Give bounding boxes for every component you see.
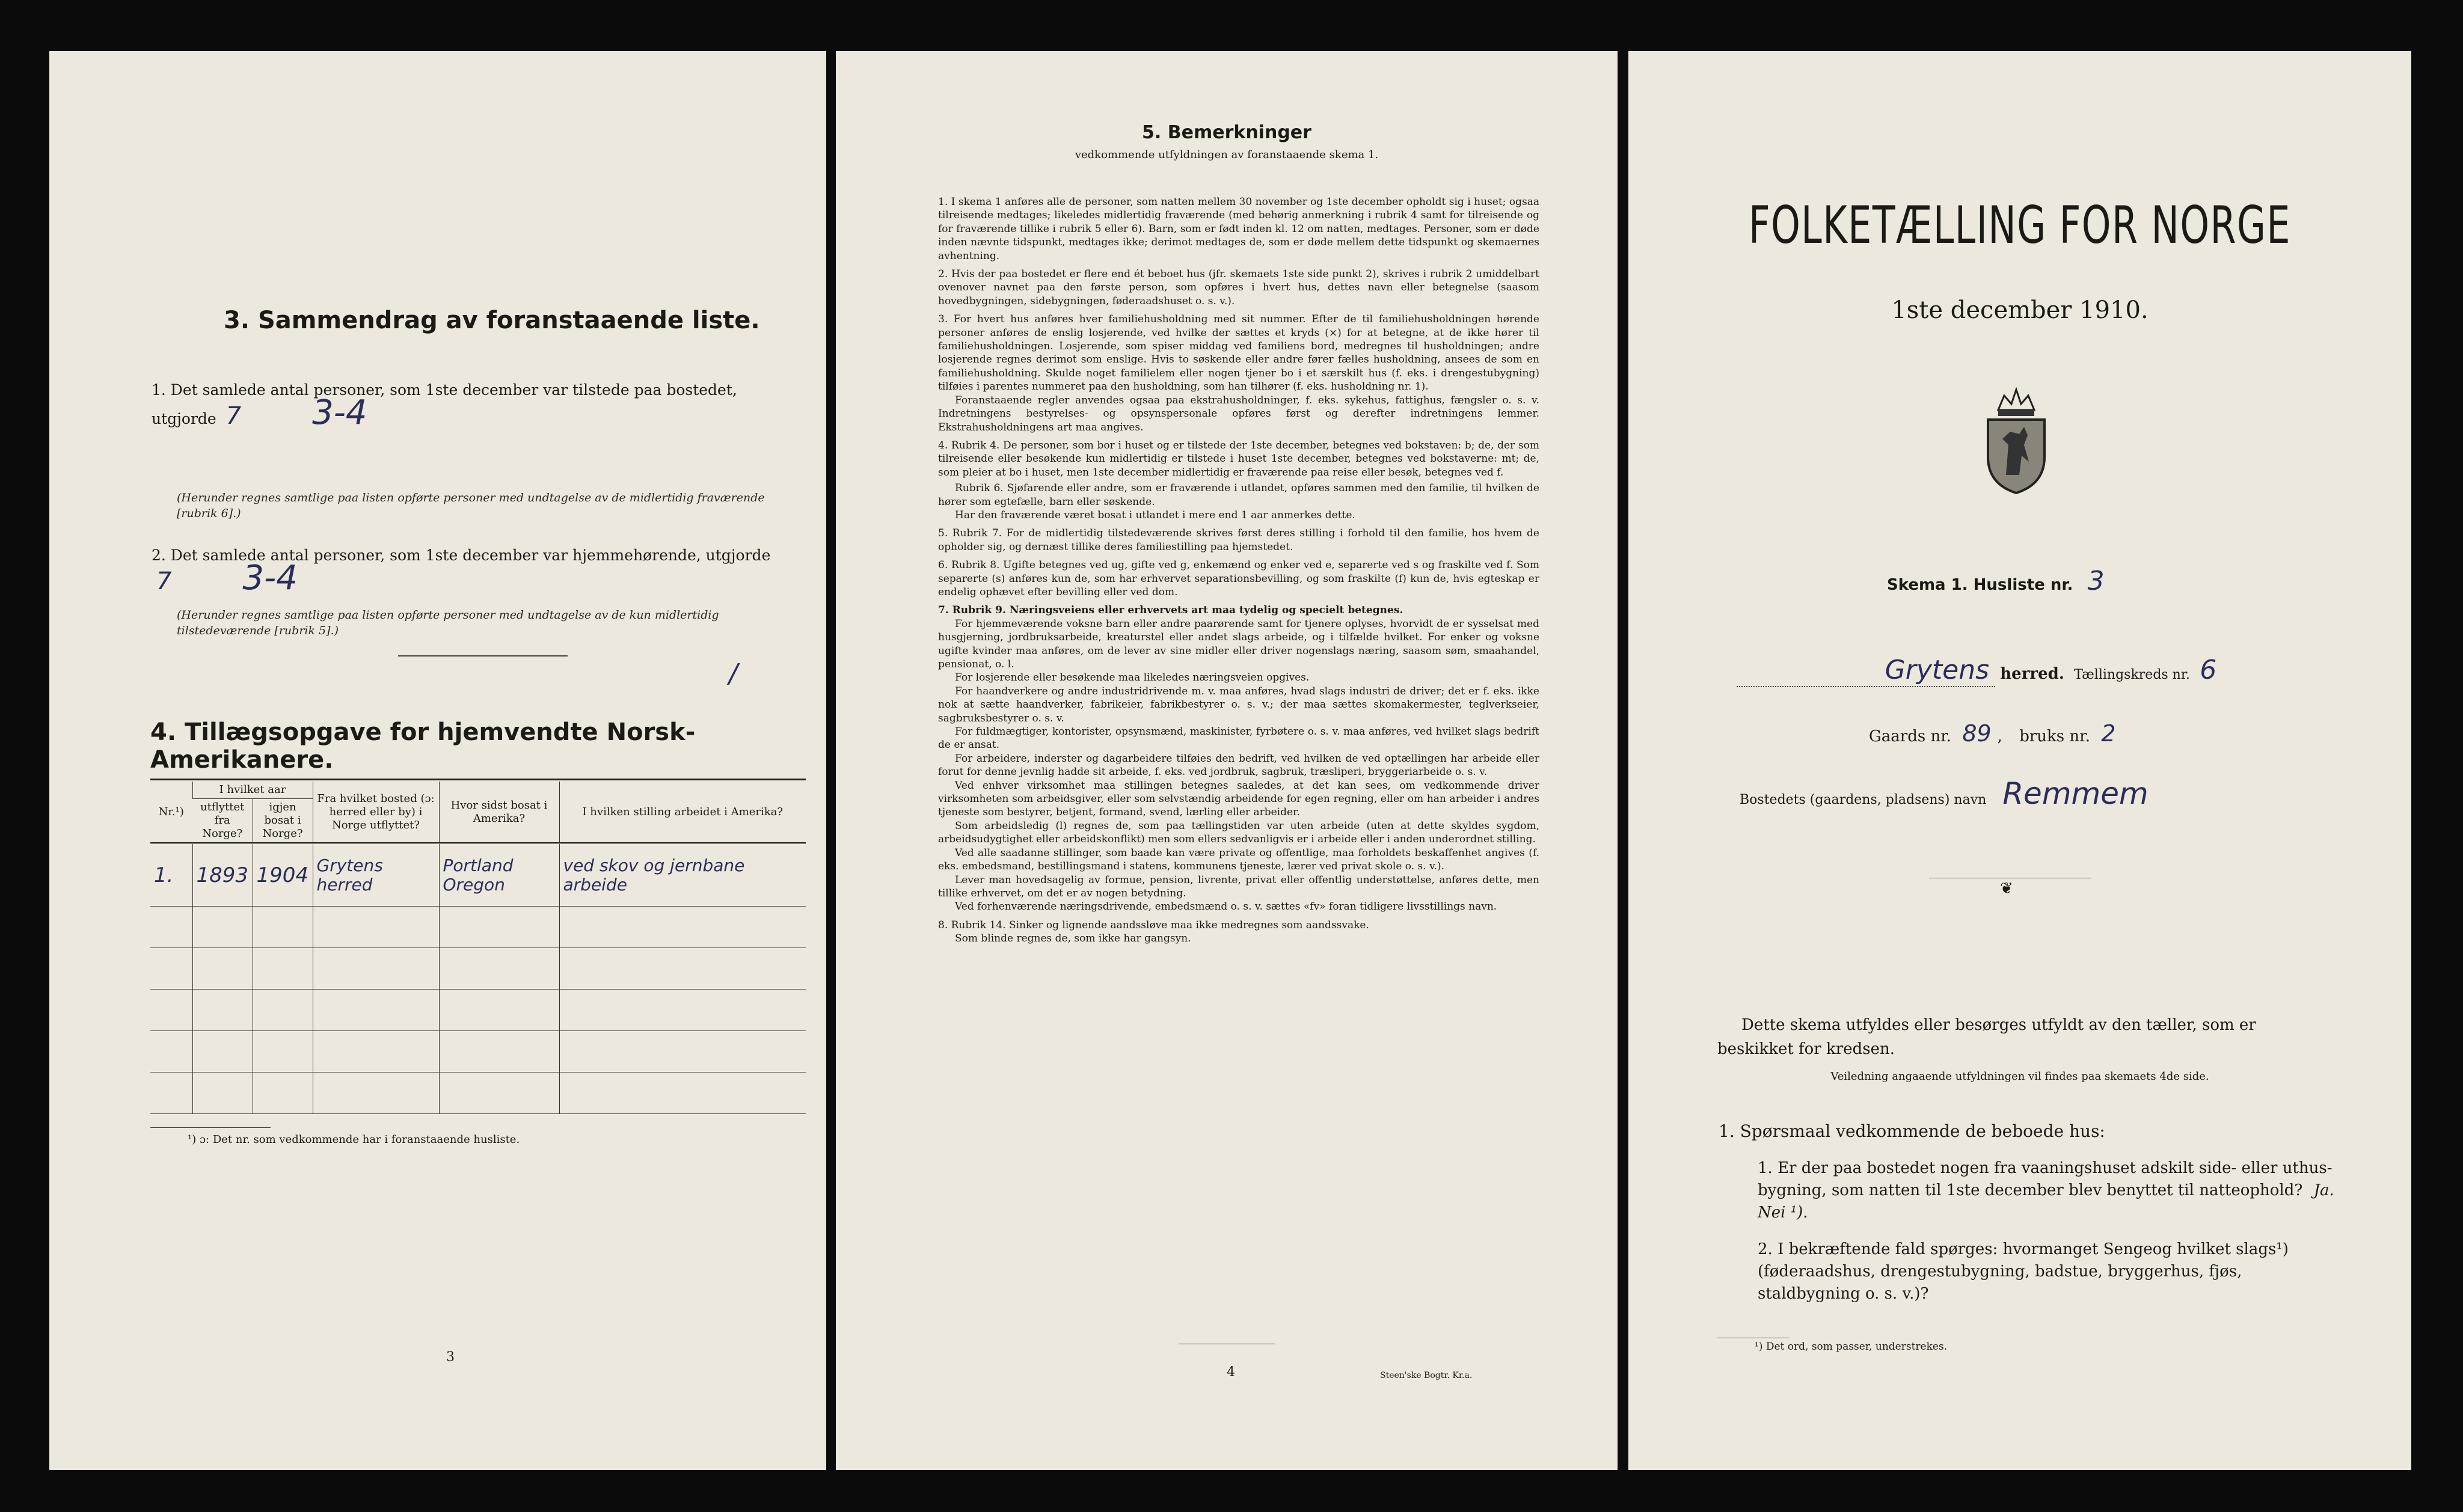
remark-3: 3. For hvert hus anføres hver familiehusholdning med sit nummer. Efter de til familiehusholdningen hørende personer anføres de enslig losjerende, ved hvilke der sættes et kryds (×) for at betegne, at de ikke hører til familiehusholdningen. Losjerende, som spiser middag ved familiens bord, medregnes til husholdningen; andre losjerende regnes derimot som enslige. Hvis to søskende eller andre fører fælles husholdning, ansees de som en familiehusholdning. Skulde noget familielem eller nogen tjener bo i et særskilt hus (f. eks. i drengestubygning) tilføies i parentes nummeret paa den husholdning, som han tilhører (f. eks. husholdning nr. 1). xyxy=(938,313,1539,393)
remark-7f: Ved enhver virksomhet maa stillingen betegnes saaledes, at det kan sees, om vedkommende driver virksomheten som arbeidsgiver, eller som selvstændig arbeidende for egen regning, eller om han arbeider i andres tjeneste som bestyrer, betjent, formand, svend, lærling eller arbeider. xyxy=(938,779,1539,819)
stray-mark: / xyxy=(729,658,738,689)
remark-7: 7. Rubrik 9. Næringsveiens eller erhvervets art maa tydelig og specielt betegnes. xyxy=(938,604,1403,617)
section4-heading: 4. Tillægsopgave for hjemvendte Norsk-Amerikanere. xyxy=(150,718,696,774)
remark-7g: Som arbeidsledig (l) regnes de, som paa tællingstiden var uten arbeide (uten at dette skyldes sygdom, arbeidsudygtighet eller arbeidskonflikt) men som ellers sedvanligvis er i arbeide eller i anden underordnet stilling. xyxy=(938,819,1539,846)
summary-item-1-text: 1. Det samlede antal personer, som 1ste december var tilstede paa bostedet, utgjorde xyxy=(152,381,737,427)
table-row xyxy=(150,990,806,1031)
remark-2: 2. Hvis der paa bostedet er flere end ét beboet hus (jfr. skemaets 1ste side punkt 2), skrives i rubrik 2 umiddelbart ovenover navnet paa den første person, som opføres i hvert hus, dettes navn eller betegnelse (saasom hovedbygningen, sidebygningen, føderaadshuset o. s. v.). xyxy=(938,268,1539,307)
table-row xyxy=(150,1073,806,1114)
remark-7a: For hjemmeværende voksne barn eller andre paarørende samt for tjenere oplyses, hvorvidt de er sysselsat med husgjerning, jordbruksarbeide, kreaturstel eller andet slags arbeide, og i tilfælde hvilket. For enker og voksne ugifte kvinder maa anføres, om de lever av sine midler eller driver nogenslags næring, saasom søm, smaahandel, pensionat, o. l. xyxy=(938,617,1539,670)
census-title: FOLKETÆLLING FOR NORGE xyxy=(1749,195,2291,256)
col-returned: igjen bosat i Norge? xyxy=(253,799,313,843)
summary-item-2-note: (Herunder regnes samtlige paa listen opførte personer med undtagelse av de kun midlertidig tilstedeværende [rubrik 5].) xyxy=(177,608,719,637)
gaards-nr: 89 xyxy=(1962,720,1992,747)
section3-heading: 3. Sammendrag av foranstaaende liste. xyxy=(224,307,760,334)
remark-7c: For haandverkere og andre industridrivende m. v. maa anføres, hvad slags industri de driver; det er f. eks. ikke nok at sætte haandverker, fabrikeier, fabrikbestyrer o. s. v.; der maa sættes skomakermester, teglverkseier, sagbruksbestyrer o. s. v. xyxy=(938,685,1539,724)
remark-3b: Foranstaaende regler anvendes ogsaa paa ekstrahusholdninger, f. eks. sykehus, fattighus, fængsler o. s. v. Indretningens bestyrelses- og opsynspersonale opføres først og derefter indretningens lemmer. Ekstrahusholdningens art maa angives. xyxy=(938,394,1539,433)
divider xyxy=(398,655,568,657)
husliste-nr: 3 xyxy=(2087,566,2105,596)
left-page xyxy=(49,51,826,1470)
remarks-subheading: vedkommende utfyldningen av foranstaaende skema 1. xyxy=(1075,148,1379,161)
page-number-left: 3 xyxy=(446,1350,455,1365)
section4-footnote: ¹) ɔ: Det nr. som vedkommende har i foranstaaende husliste. xyxy=(188,1133,520,1146)
question-2: 2. I bekræftende fald spørges: hvormanget Sengeog hvilket slags¹) (føderaadshus, drengestubygning, badstue, bryggerhus, fjøs, staldbygning o. s. v.)? xyxy=(1758,1240,2289,1303)
bruks-nr: 2 xyxy=(2101,720,2116,747)
summary-item-1-value: 7 xyxy=(225,402,242,430)
question-1 xyxy=(1758,1157,2335,1224)
summary-item-2 xyxy=(152,544,795,596)
page-number-middle: 4 xyxy=(1227,1365,1235,1380)
summary-item-1-hw: 3-4 xyxy=(312,393,367,432)
herred-label: herred. xyxy=(2000,665,2064,683)
col-year-group: I hvilket aar xyxy=(192,782,313,799)
remark-6: 6. Rubrik 8. Ugifte betegnes ved ug, gifte ved g, enkemænd og enker ved e, separerte ved s og fraskilte ved f. Som separerte (s) anføres kun de, som har erhvervet separationsbevilling, og som fraskilte (f) kun de, hvis egteskap er endelig ophævet efter bevilling eller ved dom. xyxy=(938,559,1539,598)
bosted-label: Bostedets (gaardens, pladsens) navn xyxy=(1740,792,1987,807)
norsk-amerikanere-table xyxy=(150,782,806,1114)
table-row xyxy=(150,843,806,907)
cell-position: ved skov og jernbane arbeide xyxy=(559,843,806,907)
coat-of-arms-icon xyxy=(1977,385,2055,496)
question-heading: 1. Spørsmaal vedkommende de beboede hus: xyxy=(1719,1121,2105,1141)
cell-last: Portland Oregon xyxy=(439,843,559,907)
remark-7h: Ved alle saadanne stillinger, som baade kan være private og offentlige, maa forholdets beskaffenhet angives (f. eks. embedsmand, bestillingsmand i statens, kommunens tjeneste, lærer ved privat skole o. s. v.). xyxy=(938,846,1539,873)
summary-item-2-text: 2. Det samlede antal personer, som 1ste december var hjemmehørende, utgjorde xyxy=(152,546,771,564)
table-row xyxy=(150,948,806,990)
census-date: 1ste december 1910. xyxy=(1891,296,2149,324)
remark-8b: Som blinde regnes de, som ikke har gangsyn. xyxy=(955,932,1191,945)
remark-5: 5. Rubrik 7. For de midlertidig tilstedeværende skrives først deres stilling i forhold til den familie, hos hvem de opholder sig, og dernæst tillike deres familiestilling paa hjemstedet. xyxy=(938,527,1539,553)
bruks-label: bruks nr. xyxy=(2019,727,2090,745)
cell-from: Grytens herred xyxy=(313,843,439,907)
printer-mark: Steen'ske Bogtr. Kr.a. xyxy=(1380,1371,1473,1380)
col-emigrated: utflyttet fra Norge? xyxy=(200,801,245,840)
herred-line xyxy=(1737,655,2398,687)
summary-item-2-hw: 3-4 xyxy=(242,559,298,598)
col-position: I hvilken stilling arbeidet i Amerika? xyxy=(559,782,806,843)
herred-hw: Grytens xyxy=(1885,655,1989,685)
schema-line xyxy=(1887,566,2105,597)
intro-text: Dette skema utfyldes eller besørges utfyldt av den tæller, som er beskikket for kredsen. xyxy=(1717,1016,2256,1058)
table-row xyxy=(150,907,806,948)
remark-7b: For losjerende eller besøkende maa likeledes næringsveien opgives. xyxy=(955,672,1310,684)
right-footnote: ¹) Det ord, som passer, understrekes. xyxy=(1755,1341,1948,1353)
guide-text: Veiledning angaaende utfyldningen vil findes paa skemaets 4de side. xyxy=(1830,1070,2209,1083)
question-1-text: 1. Er der paa bostedet nogen fra vaaningshuset adskilt side- eller uthus-bygning, som natten til 1ste december blev benyttet til natteophold? xyxy=(1758,1159,2333,1199)
ornament-icon: ❦ xyxy=(2000,880,2013,898)
gaards-label: Gaards nr. xyxy=(1869,727,1952,745)
cell-returned: 1904 xyxy=(253,843,313,907)
col-nr: Nr.¹) xyxy=(158,805,184,818)
remark-4c: Har den fraværende været bosat i utlandet i mere end 1 aar anmerkes dette. xyxy=(955,509,1355,521)
summary-item-1 xyxy=(152,379,795,430)
cell-emigrated: 1893 xyxy=(192,843,253,907)
kreds-nr: 6 xyxy=(2200,655,2217,685)
col-from: Fra hvilket bosted (ɔ: herred eller by) i Norge utflyttet? xyxy=(313,782,439,843)
remark-7d: For fuldmægtiger, kontorister, opsynsmænd, maskinister, fyrbøtere o. s. v. maa anføres, ved hvilket slags bedrift de er ansat. xyxy=(938,726,1539,751)
remark-4: 4. Rubrik 4. De personer, som bor i huset og er tilstede der 1ste december, betegnes ved bokstaven: b; de, der som tilreisende eller besøkende kun midlertidig er tilstede i huset 1ste december, betegnes ved bokstaverne: mt; de, som pleier at bo i huset, men 1ste december midlertidig er fraværende paa reise eller besøk, betegnes ved f. xyxy=(938,439,1539,479)
summary-item-2-value: 7 xyxy=(156,568,172,595)
question-1-answer: Ja. Nei ¹). xyxy=(1758,1181,2334,1222)
kreds-label: Tællingskreds nr. xyxy=(2074,667,2190,682)
table-row xyxy=(150,1031,806,1073)
gaards-line: Gaards nr. 89 , bruks nr. 2 xyxy=(1869,720,2116,747)
cell-nr: 1. xyxy=(150,843,192,907)
remark-1: 1. I skema 1 anføres alle de personer, som natten mellem 30 november og 1ste december opholdt sig i huset; ogsaa tilreisende medtages; likeledes midlertidig fraværende (med behørig anmerkning i rubrik 4 samt for tilreisende og for fraværende tillike i rubrik 5 eller 6). Barn, som er født inden kl. 12 om natten, medtages. Personer, som er døde inden nævnte tidspunkt, medtages ikke; derimot medtages de, som er døde mellem dette tidspunkt og skemaernes avhentning. xyxy=(938,196,1539,262)
middle-page xyxy=(836,51,1618,1470)
bosted-line xyxy=(1740,776,2149,812)
remark-4b: Rubrik 6. Sjøfarende eller andre, som er fraværende i utlandet, opføres sammen med den familie, til hvilken de hører som egtefælle, barn eller søskende. xyxy=(938,482,1539,508)
right-page xyxy=(1628,51,2411,1470)
remark-7e: For arbeidere, inderster og dagarbeidere tilføies den bedrift, ved hvilken de ved optællingen har arbeide eller forut for denne jevnlig hadde sit arbeide, f. eks. ved jordbruk, sagbruk, træsliperi, bryggeriarbeide o. s. v. xyxy=(938,752,1539,779)
remarks-body xyxy=(938,195,1539,946)
remark-7i: Lever man hovedsagelig av formue, pension, livrente, privat eller offentlig understøttelse, anføres dette, men tillike erhvervet, om det er av nogen betydning. xyxy=(938,874,1539,899)
table-top-rule xyxy=(150,779,806,780)
remark-8: 8. Rubrik 14. Sinker og lignende aandssløve maa ikke medregnes som aandssvake. xyxy=(938,919,1369,931)
footnote-rule xyxy=(150,1127,271,1128)
remark-7j: Ved forhenværende næringsdrivende, embedsmænd o. s. v. sættes «fv» foran tidligere livsstillings navn. xyxy=(955,901,1497,913)
summary-item-1-note: (Herunder regnes samtlige paa listen opførte personer med undtagelse av de midlertidig fraværende [rubrik 6].) xyxy=(177,491,765,520)
schema-label: Skema 1. Husliste nr. xyxy=(1887,576,2073,594)
remarks-heading: 5. Bemerkninger xyxy=(1142,122,1311,143)
bosted-hw: Remmem xyxy=(2002,776,2149,811)
col-last: Hvor sidst bosat i Amerika? xyxy=(439,782,559,843)
